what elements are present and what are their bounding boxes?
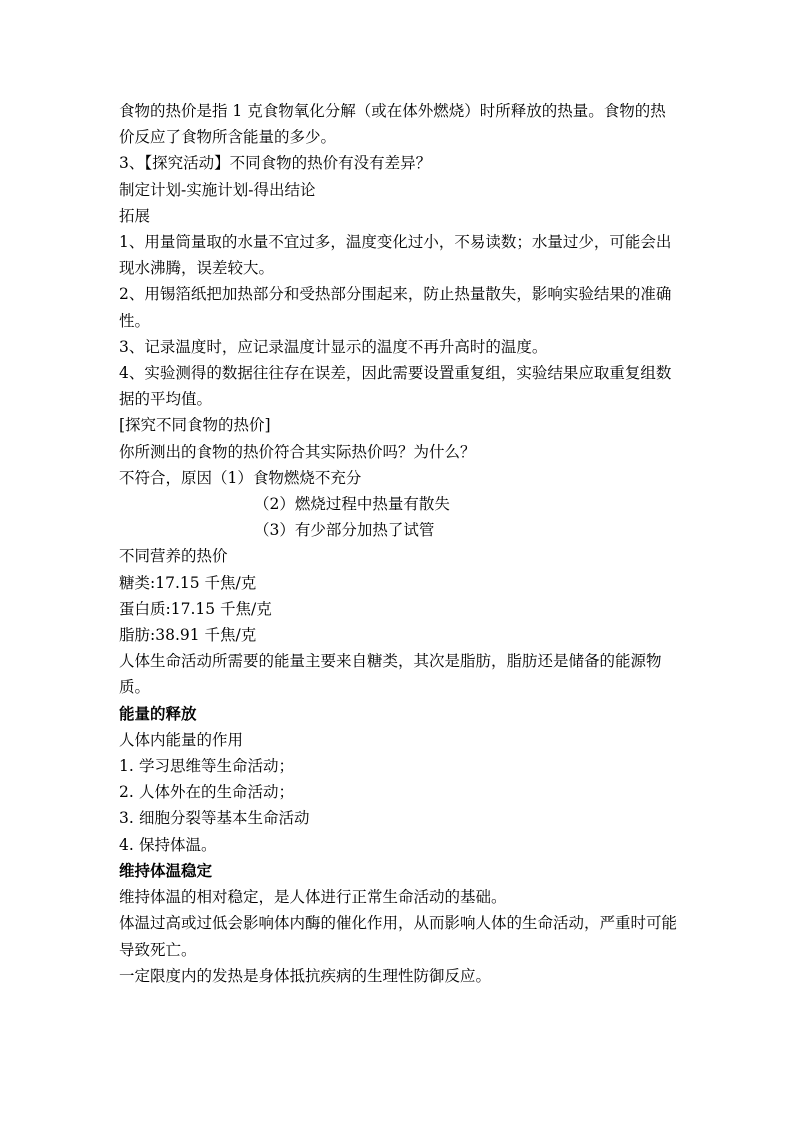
- paragraph-fever-defense: 一定限度内的发热是身体抵抗疾病的生理性防御反应。: [119, 966, 492, 985]
- paragraph-question: 你所测出的食物的热价符合其实际热价吗？为什么？: [119, 442, 476, 461]
- list-item: 4. 保持体温。: [119, 835, 217, 854]
- paragraph-protein: 蛋白质:17.15 千焦/克: [119, 599, 272, 618]
- paragraph-extension-3: 3、记录温度时，应记录温度计显示的温度不再升高时的温度。: [119, 337, 548, 356]
- paragraph-nutrient-heat-values: 不同营养的热价: [119, 547, 228, 566]
- paragraph-temperature-stability: 维持体温的相对稳定，是人体进行正常生命活动的基础。: [119, 888, 507, 907]
- paragraph-extension: 拓展: [119, 206, 151, 225]
- paragraph-heat-value-definition: 食物的热价是指 1 克食物氧化分解（或在体外燃烧）时所释放的热量。食物的热价反应了食物所含能量的多少。: [119, 102, 666, 147]
- list-item: 3. 细胞分裂等基本生命活动: [119, 809, 310, 828]
- heading-body-temperature: 维持体温稳定: [119, 860, 213, 880]
- document-body: [119, 98, 679, 989]
- paragraph-reason-1: 不符合，原因（1）食物燃烧不充分: [119, 468, 362, 487]
- paragraph-fat: 脂肪:38.91 千焦/克: [119, 626, 257, 645]
- paragraph-extension-4: 4、实验测得的数据往往存在误差，因此需要设置重复组，实验结果应取重复组数据的平均值。: [119, 364, 672, 409]
- paragraph-carbohydrate: 糖类:17.15 千焦/克: [119, 573, 257, 592]
- paragraph-inquiry-title: [探究不同食物的热价]: [119, 416, 271, 435]
- paragraph-plan-steps: 制定计划-实施计划-得出结论: [119, 180, 316, 199]
- paragraph-temperature-effects: 体温过高或过低会影响体内酶的催化作用，从而影响人体的生命活动，严重时可能导致死亡。: [119, 914, 678, 959]
- paragraph-extension-2: 2、用锡箔纸把加热部分和受热部分围起来，防止热量散失，影响实验结果的准确性。: [119, 285, 672, 330]
- paragraph-energy-role: 人体内能量的作用: [119, 730, 244, 749]
- list-item: 1. 学习思维等生命活动；: [119, 757, 295, 776]
- list-item: 2. 人体外在的生命活动；: [119, 783, 295, 802]
- paragraph-reason-2: （2）燃烧过程中热量有散失: [254, 495, 450, 514]
- energy-role-list: [119, 753, 679, 858]
- heading-energy-release: 能量的释放: [119, 703, 197, 723]
- paragraph-extension-1: 1、用量筒量取的水量不宜过多，温度变化过小，不易读数；水量过少，可能会出现水沸腾，误差较大。: [119, 233, 672, 278]
- paragraph-inquiry-activity: 3、【探究活动】不同食物的热价有没有差异？: [119, 154, 432, 173]
- paragraph-reason-3: （3）有少部分加热了试管: [254, 521, 435, 540]
- paragraph-energy-source: 人体生命活动所需要的能量主要来自糖类，其次是脂肪，脂肪还是储备的能源物质。: [119, 652, 662, 697]
